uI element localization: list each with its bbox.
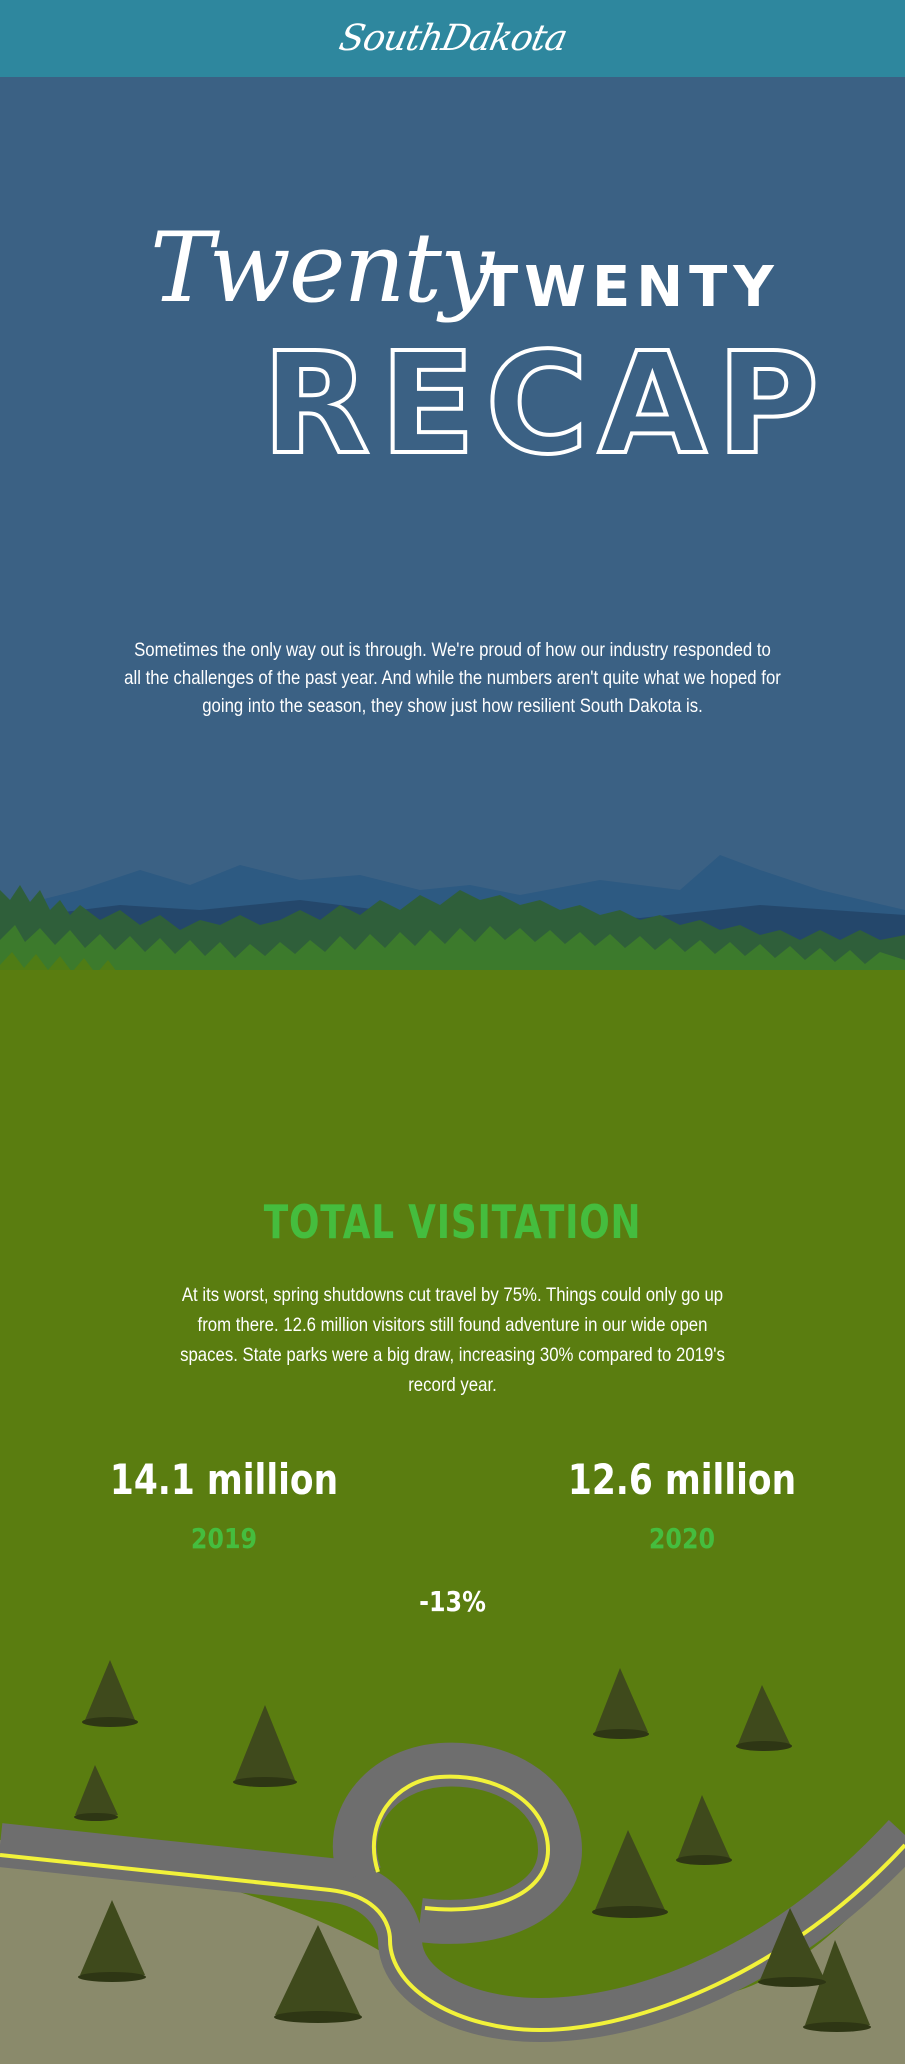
stat-2019: [74, 1455, 374, 1555]
top-header-bar: [0, 0, 905, 77]
intro-paragraph: Sometimes the only way out is through. We're proud of how our industry responded to all the challenges of the past year. And while the numbers aren't quite what we hoped for going into the season, they show just how resilient South Dakota is.: [124, 639, 781, 717]
visitation-description: At its worst, spring shutdowns cut travel by 75%. Things could only go up from there. 12.6 million visitors still found adventure in our wide open spaces. State parks were a big draw, increasing 30% compared to 2019's record year.: [180, 1284, 725, 1396]
stat-value-2020: 12.6 million: [567, 1455, 797, 1504]
south-dakota-logo[interactable]: SouthDakota: [335, 18, 570, 59]
title-recap-word: RECAP: [262, 323, 830, 486]
road-and-trees-illustration: [0, 1640, 905, 2064]
title-script-word: Twenty: [150, 212, 493, 324]
forest-mountain-horizon: [0, 830, 905, 1010]
stat-value-2019: 14.1 million: [109, 1455, 339, 1504]
percent-change: -13%: [419, 1585, 486, 1618]
section-title-total-visitation: TOTAL VISITATION: [263, 1195, 642, 1249]
stat-year-2020: 2020: [648, 1522, 716, 1555]
stat-year-2019: 2019: [190, 1522, 258, 1555]
sky-hero-section: [0, 77, 905, 957]
stat-2020: [532, 1455, 832, 1555]
title-caps-word: TWENTY: [480, 255, 780, 320]
